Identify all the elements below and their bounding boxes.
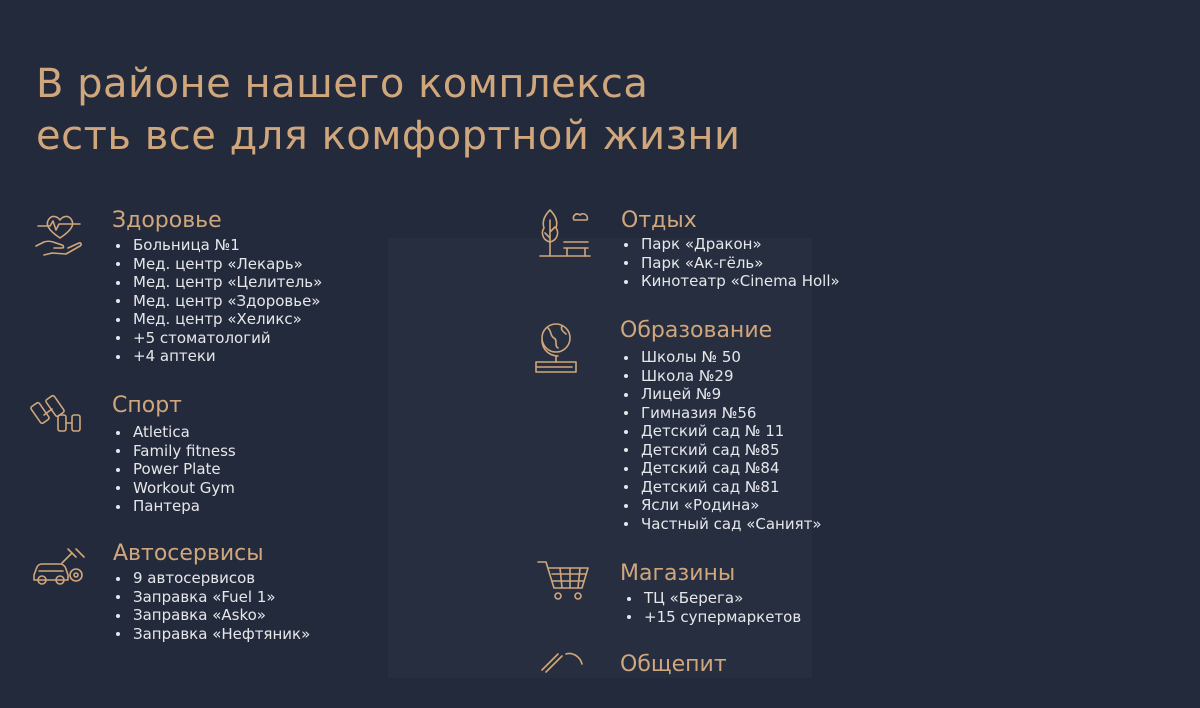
auto-heading: Автосервисы — [113, 541, 264, 566]
health-heading: Здоровье — [112, 208, 222, 233]
list-item: Детский сад №85 — [621, 441, 822, 460]
list-item: Гимназия №56 — [621, 404, 822, 423]
list-item: Ясли «Родина» — [621, 496, 822, 515]
list-item: Заправка «Asko» — [113, 606, 310, 625]
list-item: Школа №29 — [621, 367, 822, 386]
list-item: Пантера — [113, 497, 236, 516]
shopping-cart-icon — [536, 554, 590, 608]
list-item: Atletica — [113, 423, 236, 442]
sport-list — [113, 423, 236, 516]
list-item: +15 супермаркетов — [624, 608, 801, 627]
park-bench-icon — [536, 206, 590, 260]
title-line-2: есть все для комфортной жизни — [36, 113, 741, 159]
auto-list — [113, 569, 310, 643]
list-item: Детский сад № 11 — [621, 422, 822, 441]
page-title — [36, 58, 741, 162]
heart-in-hand-icon — [32, 208, 86, 262]
list-item: Парк «Дракон» — [621, 235, 840, 254]
list-item: Family fitness — [113, 442, 236, 461]
food-heading: Общепит — [620, 652, 727, 677]
health-list — [113, 236, 322, 366]
dumbbell-icon — [32, 393, 86, 447]
globe-books-icon — [532, 318, 586, 372]
shops-heading: Магазины — [620, 561, 736, 586]
list-item: ТЦ «Берега» — [624, 589, 801, 608]
list-item: Заправка «Fuel 1» — [113, 588, 310, 607]
list-item: Мед. центр «Хеликс» — [113, 310, 322, 329]
food-icon — [536, 650, 590, 704]
leisure-heading: Отдых — [621, 208, 697, 233]
list-item: Power Plate — [113, 460, 236, 479]
car-service-icon — [32, 541, 86, 595]
list-item: Workout Gym — [113, 479, 236, 498]
title-line-1: В районе нашего комплекса — [36, 61, 649, 107]
education-heading: Образование — [620, 318, 773, 343]
list-item: Мед. центр «Здоровье» — [113, 292, 322, 311]
list-item: 9 автосервисов — [113, 569, 310, 588]
sport-heading: Спорт — [112, 393, 182, 418]
education-list — [621, 348, 822, 533]
list-item: Детский сад №81 — [621, 478, 822, 497]
list-item: Лицей №9 — [621, 385, 822, 404]
list-item: Частный сад «Саният» — [621, 515, 822, 534]
list-item: +5 стоматологий — [113, 329, 322, 348]
list-item: Мед. центр «Целитель» — [113, 273, 322, 292]
list-item: +4 аптеки — [113, 347, 322, 366]
list-item: Кинотеатр «Cinema Holl» — [621, 272, 840, 291]
shops-list — [624, 589, 801, 626]
list-item: Школы № 50 — [621, 348, 822, 367]
list-item: Заправка «Нефтяник» — [113, 625, 310, 644]
list-item: Парк «Ак-гёль» — [621, 254, 840, 273]
list-item: Мед. центр «Лекарь» — [113, 255, 322, 274]
list-item: Детский сад №84 — [621, 459, 822, 478]
list-item: Больница №1 — [113, 236, 322, 255]
leisure-list — [621, 235, 840, 291]
